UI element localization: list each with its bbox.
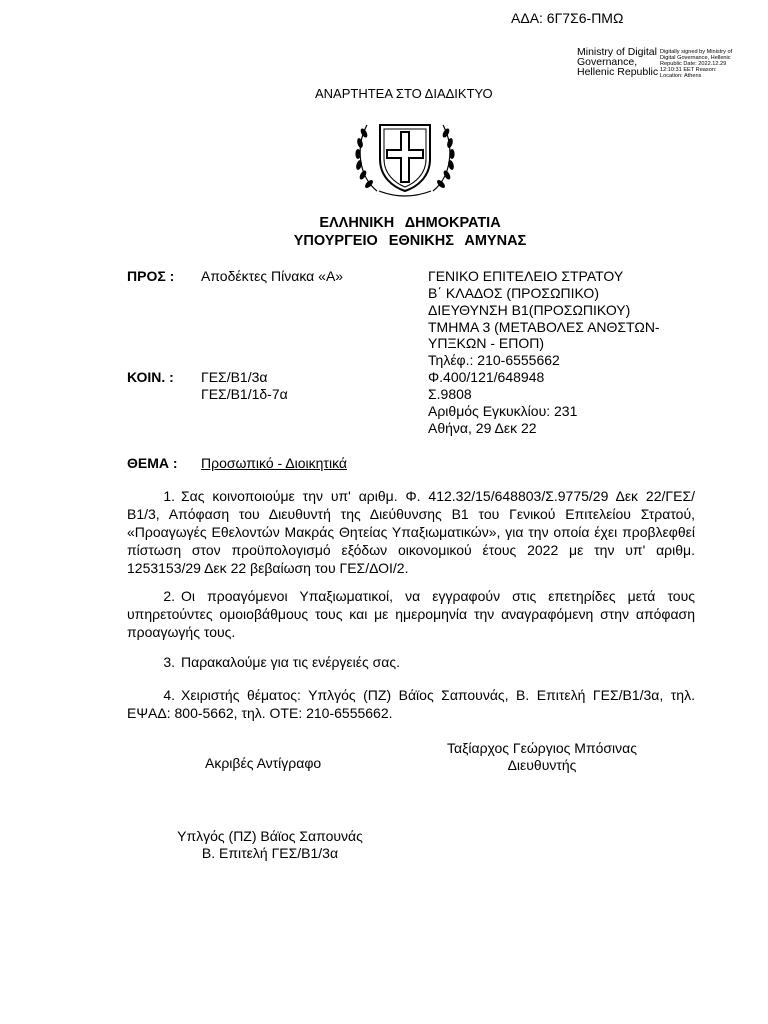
ada-code: ΑΔΑ: 6Γ7Σ6-ΠΜΩ xyxy=(511,10,624,26)
sender-line: ΤΜΗΜΑ 3 (ΜΕΤΑΒΟΛΕΣ ΑΝΘΣΤΩΝ- xyxy=(428,319,660,335)
sender-line: ΓΕΝΙΚΟ ΕΠΙΤΕΛΕΙΟ ΣΤΡΑΤΟΥ xyxy=(428,268,624,284)
sender-sigma: Σ.9808 xyxy=(428,386,472,402)
paragraph-3 xyxy=(127,653,695,671)
paragraph-text: Σας κοινοποιούμε την υπ' αριθμ. Φ. 412.32/15/648803/Σ.9775/29 Δεκ 22/ΓΕΣ/Β1/3, Απόφαση του Διευθυντή της Διεύθυνσης Β1 του Γενικού Επιτελείου Στρατού, «Προαγωγές Εθελοντών Μακράς Θητείας Υπαξιωματικών», για την οποία έχει προβλεφθεί πίστωση στον προϋπολογισμό εξόδων οικονομικού έτους 2022 με την υπ' αριθμ. 1253153/29 Δεκ 22 βεβαίωση του ΓΕΣ/ΔΟΙ/2. xyxy=(127,488,695,576)
paragraph-1 xyxy=(127,487,695,577)
pros-value: Αποδέκτες Πίνακα «Α» xyxy=(201,268,344,284)
header-ministry: ΥΠΟΥΡΓΕΙΟ ΕΘΝΙΚΗΣ ΑΜΥΝΑΣ xyxy=(293,233,527,249)
signature-details: Digitally signed by Ministry of Digital Governance, Hellenic Republic Date: 2022.12.29 12:10:31 EET Reason: Location: Athens xyxy=(660,49,733,80)
thema-label: ΘΕΜΑ : xyxy=(127,455,178,471)
thema-value: Προσωπικό - Διοικητικά xyxy=(201,455,347,471)
koin-line-1: ΓΕΣ/Β1/3α xyxy=(201,369,268,385)
paragraph-2 xyxy=(127,587,695,641)
paragraph-number: 4. xyxy=(163,687,175,703)
sender-circular-number: Αριθμός Εγκυκλίου: 231 xyxy=(428,403,578,419)
paragraph-text: Οι προαγόμενοι Υπαξιωματικοί, να εγγραφούν στις επετηρίδες μετά τους υπηρετούντες ομοιοβάθμους τους και με ημερομηνία την αναγραφόμενη στην απόφαση προαγωγής τους. xyxy=(127,588,695,640)
web-posting-notice: ΑΝΑΡΤΗΤΕΑ ΣΤΟ ΔΙΑΔΙΚΤΥΟ xyxy=(315,86,493,101)
sender-phone: Τηλέφ.: 210-6555662 xyxy=(428,352,560,368)
paragraph-number: 3. xyxy=(163,654,175,670)
koin-label: ΚΟΙΝ. : xyxy=(127,369,174,385)
koin-line-2: ΓΕΣ/Β1/1δ-7α xyxy=(201,386,288,402)
paragraph-text: Χειριστής θέματος: Υπλγός (ΠΖ) Βάϊος Σαπουνάς, Β. Επιτελή ΓΕΣ/Β1/3α, τηλ. ΕΨΑΔ: 800-5662, τηλ. ΟΤΕ: 210-6555662. xyxy=(127,687,695,721)
handler-name: Υπλγός (ΠΖ) Βάϊος Σαπουνάς xyxy=(177,828,363,844)
signatory-name: Ταξίαρχος Γεώργιος Μπόσινας xyxy=(446,740,638,756)
paragraph-number: 1. xyxy=(163,488,175,504)
paragraph-number: 2. xyxy=(163,588,175,604)
signature-organization: Ministry of Digital Governance, Hellenic Republic xyxy=(577,46,659,78)
pros-label: ΠΡΟΣ : xyxy=(127,268,175,284)
paragraph-4 xyxy=(127,686,695,722)
signatory-title: Διευθυντής xyxy=(507,757,577,773)
paragraph-text: Παρακαλούμε για τις ενέργειές σας. xyxy=(181,654,401,670)
sender-line: ΥΠΞΚΩΝ - ΕΠΟΠ) xyxy=(428,335,545,351)
greek-coat-of-arms-icon xyxy=(345,111,465,203)
sender-line: ΔΙΕΥΘΥΝΣΗ Β1(ΠΡΟΣΩΠΙΚΟΥ) xyxy=(428,302,631,318)
sender-line: Β΄ ΚΛΑΔΟΣ (ΠΡΟΣΩΠΙΚΟ) xyxy=(428,285,599,301)
header-republic: ΕΛΛΗΝΙΚΗ ΔΗΜΟΚΡΑΤΙΑ xyxy=(319,215,501,231)
handler-title: Β. Επιτελή ΓΕΣ/Β1/3α xyxy=(201,845,339,861)
true-copy-label: Ακριβές Αντίγραφο xyxy=(205,755,322,771)
sender-date: Αθήνα, 29 Δεκ 22 xyxy=(428,420,537,436)
sender-file-number: Φ.400/121/648948 xyxy=(428,369,545,385)
